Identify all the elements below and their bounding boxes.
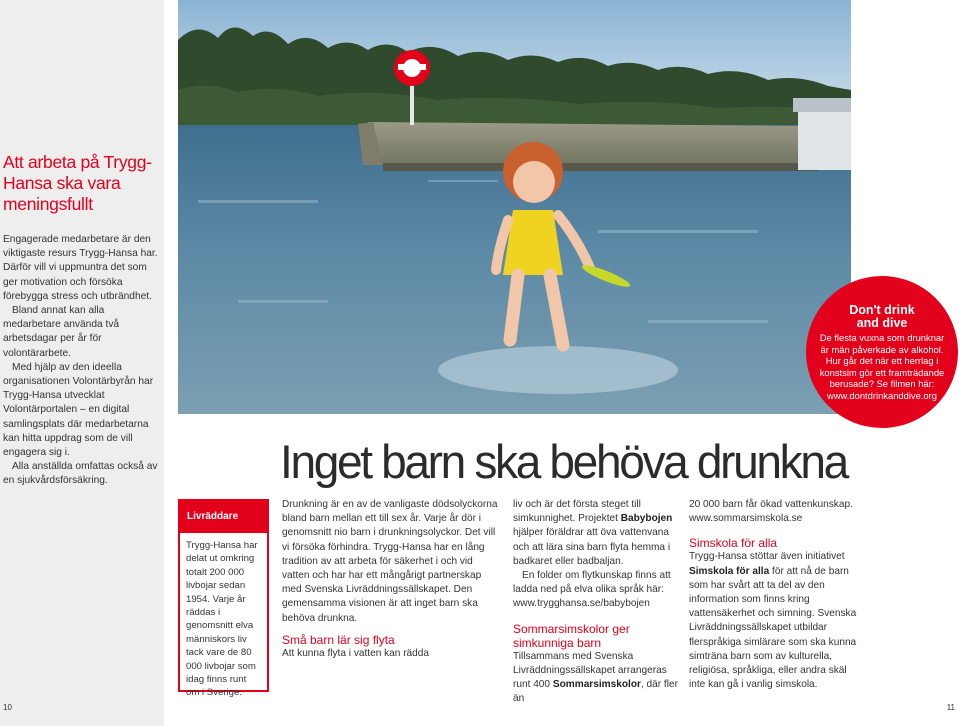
babybojen-name: Babybojen: [620, 513, 673, 525]
text-column-2: [513, 498, 683, 706]
text-run: hjälper föräldrar att öva vattenvana och att lära sina barn flyta hemma i badkaret eller badbaljan.: [513, 527, 671, 567]
text-run: , där fler än: [513, 679, 678, 705]
text-run: Trygg-Hansa stöttar även initiativet: [689, 551, 845, 563]
factbox-body: Trygg-Hansa har delat ut omkring totalt 200 000 livbojar sedan 1954. Varje år räddas i genomsnitt elva människors liv tack vare de 80 000 livbojar som idag finns runt om i Sverige.: [186, 540, 258, 699]
text-column-3: [689, 498, 859, 692]
section-heading: Simskola för alla: [689, 536, 778, 551]
sidebar-text: [3, 233, 162, 489]
text-column-1: [282, 498, 500, 661]
badge-title: and dive: [856, 316, 908, 330]
body-paragraph: 20 000 barn får ökad vattenkunskap. www.sommarsimskola.se: [689, 499, 853, 525]
badge-line: berusade? Se filmen här:: [829, 378, 935, 390]
sommarsimskolor-name: Sommarsimskolor: [552, 679, 641, 691]
dont-drink-badge: [806, 276, 958, 428]
sidebar-paragraph: Med hjälp av den ideella organisationen Volontärbyrån har Trygg-Hansa utvecklat Volontärportalen – en digital samlingsplats där medarbetarna kan hitta uppdrag som de vill engagera sig i.: [3, 361, 154, 459]
lifeguard-factbox: [178, 499, 269, 699]
badge-title: Don't drink: [849, 303, 915, 317]
sidebar-paragraph: Bland annat kan alla medarbetare använda två arbetsdagar per år för volontärarbete.: [3, 305, 120, 359]
sidebar-panel: [0, 0, 164, 726]
page-number-right: 11: [946, 703, 955, 712]
page-number-left: 10: [3, 703, 12, 712]
text-run: Tillsammans med Svenska Livräddningssällskapet arrangeras runt 400: [513, 650, 667, 691]
badge-line: De flesta vuxna som drunknar: [819, 332, 945, 343]
sidebar-paragraph: Engagerade medarbetare är den viktigaste resurs Trygg-Hansa har. Därför vill vi uppmuntra det som ger motivation och försöka förebygga stress och utbrändhet.: [3, 234, 158, 302]
page-headline: Inget barn ska behöva drunkna: [280, 435, 847, 488]
body-paragraph: [513, 498, 683, 569]
text-run: för att nå de barn som har svårt att ta del av den information som finns kring vattensäkerhet och simning. Svenska Livräddningssällskapet utbildar flerspråkiga simlärare som ska kunna simträna barn som av kulturella, religiösa, språkliga, eller andra skäl inte kan gå i vanlig simskola.: [689, 565, 857, 691]
body-paragraph: Drunkning är en av de vanligaste dödsolyckorna bland barn mellan ett till sex år. Varje år dör i genomsnitt nio barn i drunkningsolyckor. Det vill vi försöka förhindra. Trygg-Hansa har en lång tradition av att arbeta för säkerhet i och vid vatten och har har ett mångårigt partnerskap med Svenska Livräddningssällskapet. Den gemensamma visionen är att inget barn ska behöva drunkna.: [282, 499, 498, 624]
hero-photo: [178, 0, 851, 414]
section-heading: Små barn lär sig flyta: [282, 632, 395, 647]
sidebar-title: Att arbeta på Trygg-Hansa ska vara meningsfullt: [3, 152, 152, 214]
factbox-title: Livräddare: [180, 501, 267, 533]
section-heading: Sommarsimskolor ger simkunniga barn: [513, 621, 630, 650]
badge-body: [806, 332, 958, 402]
text-run: liv och är det första steget till simkunnighet. Projektet: [513, 499, 641, 525]
badge-line: är män påverkade av alkohol.: [820, 343, 944, 355]
badge-link[interactable]: www.dontdrinkanddive.org: [827, 389, 937, 401]
body-paragraph: Att kunna flyta i vatten kan rädda: [282, 647, 430, 659]
sidebar-paragraph: Alla anställda omfattas också av en sjukvårdsförsäkring.: [3, 461, 158, 487]
badge-line: Hur går det när ett herrlag i: [825, 355, 939, 367]
body-paragraph: [689, 550, 859, 692]
badge-line: konstsim gör ett framträdande: [819, 366, 945, 378]
body-paragraph: En folder om flytkunskap finns att ladda ned på elva olika språk här: www.trygghansa.se/babybojen: [513, 570, 671, 610]
body-paragraph: [513, 650, 683, 707]
simskola-name: Simskola för alla: [689, 565, 770, 577]
